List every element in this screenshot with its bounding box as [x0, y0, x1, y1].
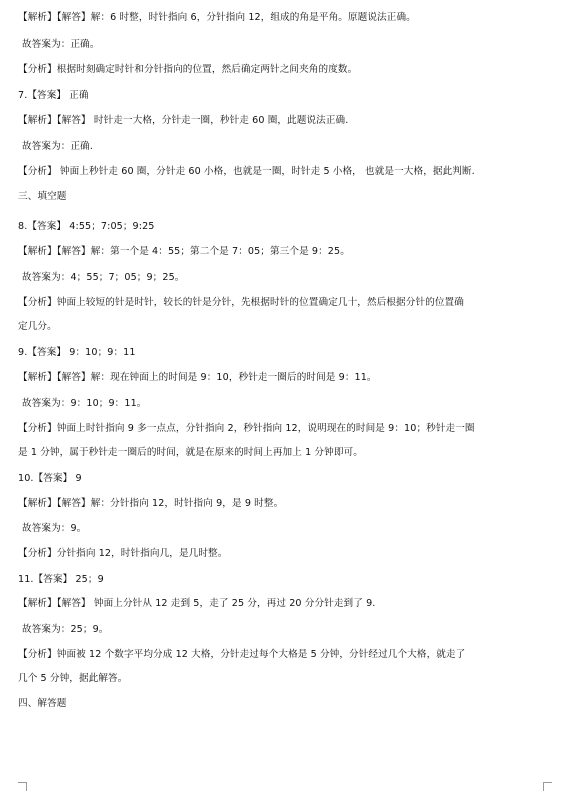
- answer-conclusion-q11: 故答案为：25；9。: [22, 624, 109, 635]
- analysis-note-q9-line1: 【分析】钟面上时针指向 9 多一点点，分针指向 2，秒针指向 12，说明现在的时间是 9：10；秒针走一圈: [18, 423, 475, 434]
- answer-conclusion-q6: 故答案为：正确。: [22, 39, 100, 50]
- answer-conclusion-q10: 故答案为：9。: [22, 523, 87, 534]
- section-heading-fill-in: 三、填空题: [18, 191, 67, 202]
- answer-heading-q9: 9.【答案】 9：10；9：11: [18, 347, 136, 358]
- analysis-line-q8: 【解析】【解答】解：第一个是 4：55；第二个是 7：05；第三个是 9：25。: [18, 246, 350, 257]
- answer-conclusion-q8: 故答案为：4；55；7；05；9；25。: [22, 272, 185, 283]
- analysis-line-q9: 【解析】【解答】解：现在钟面上的时间是 9：10，秒针走一圈后的时间是 9：11。: [18, 372, 377, 383]
- answer-heading-q10: 10.【答案】 9: [18, 473, 82, 484]
- page-corner-mark-left: [18, 782, 27, 791]
- analysis-note-q10: 【分析】分针指向 12，时针指向几，是几时整。: [18, 548, 228, 559]
- analysis-line-q6: 【解析】【解答】解：6 时整，时针指向 6，分针指向 12，组成的角是平角。原题说法正确。: [18, 12, 416, 23]
- section-heading-answer: 四、解答题: [18, 698, 67, 709]
- answer-heading-q11: 11.【答案】 25；9: [18, 574, 104, 585]
- page-corner-mark-right: [543, 782, 552, 791]
- answer-conclusion-q9: 故答案为：9：10；9：11。: [22, 398, 147, 409]
- analysis-note-q11-line1: 【分析】钟面被 12 个数字平均分成 12 大格，分针走过每个大格是 5 分钟，分针经过几个大格，就走了: [18, 649, 466, 660]
- analysis-line-q10: 【解析】【解答】解：分针指向 12，时针指向 9，是 9 时整。: [18, 498, 284, 509]
- analysis-line-q7: 【解析】【解答】 时针走一大格，分针走一圈，秒针走 60 圈，此题说法正确.: [18, 115, 349, 126]
- analysis-note-q6: 【分析】根据时刻确定时针和分针指向的位置，然后确定两针之间夹角的度数。: [18, 64, 358, 75]
- analysis-note-q11-line2: 几个 5 分钟，据此解答。: [18, 673, 128, 684]
- analysis-note-q8-line1: 【分析】钟面上较短的针是时针，较长的针是分针，先根据时针的位置确定几十，然后根据分针的位置确: [18, 297, 464, 308]
- answer-heading-q8: 8.【答案】 4:55；7:05；9:25: [18, 221, 155, 232]
- analysis-note-q8-line2: 定几分。: [18, 321, 57, 332]
- analysis-line-q11: 【解析】【解答】 钟面上分针从 12 走到 5，走了 25 分，再过 20 分分针走到了 9.: [18, 598, 376, 609]
- analysis-note-q9-line2: 是 1 分钟，属于秒针走一圈后的时间，就是在原来的时间上再加上 1 分钟即可。: [18, 447, 363, 458]
- analysis-note-q7: 【分析】 钟面上秒针走 60 圈，分针走 60 小格，也就是一圈，时针走 5 小格， 也就是一大格，据此判断.: [18, 166, 475, 177]
- answer-heading-q7: 7.【答案】 正确: [18, 90, 89, 101]
- answer-conclusion-q7: 故答案为：正确.: [22, 141, 94, 152]
